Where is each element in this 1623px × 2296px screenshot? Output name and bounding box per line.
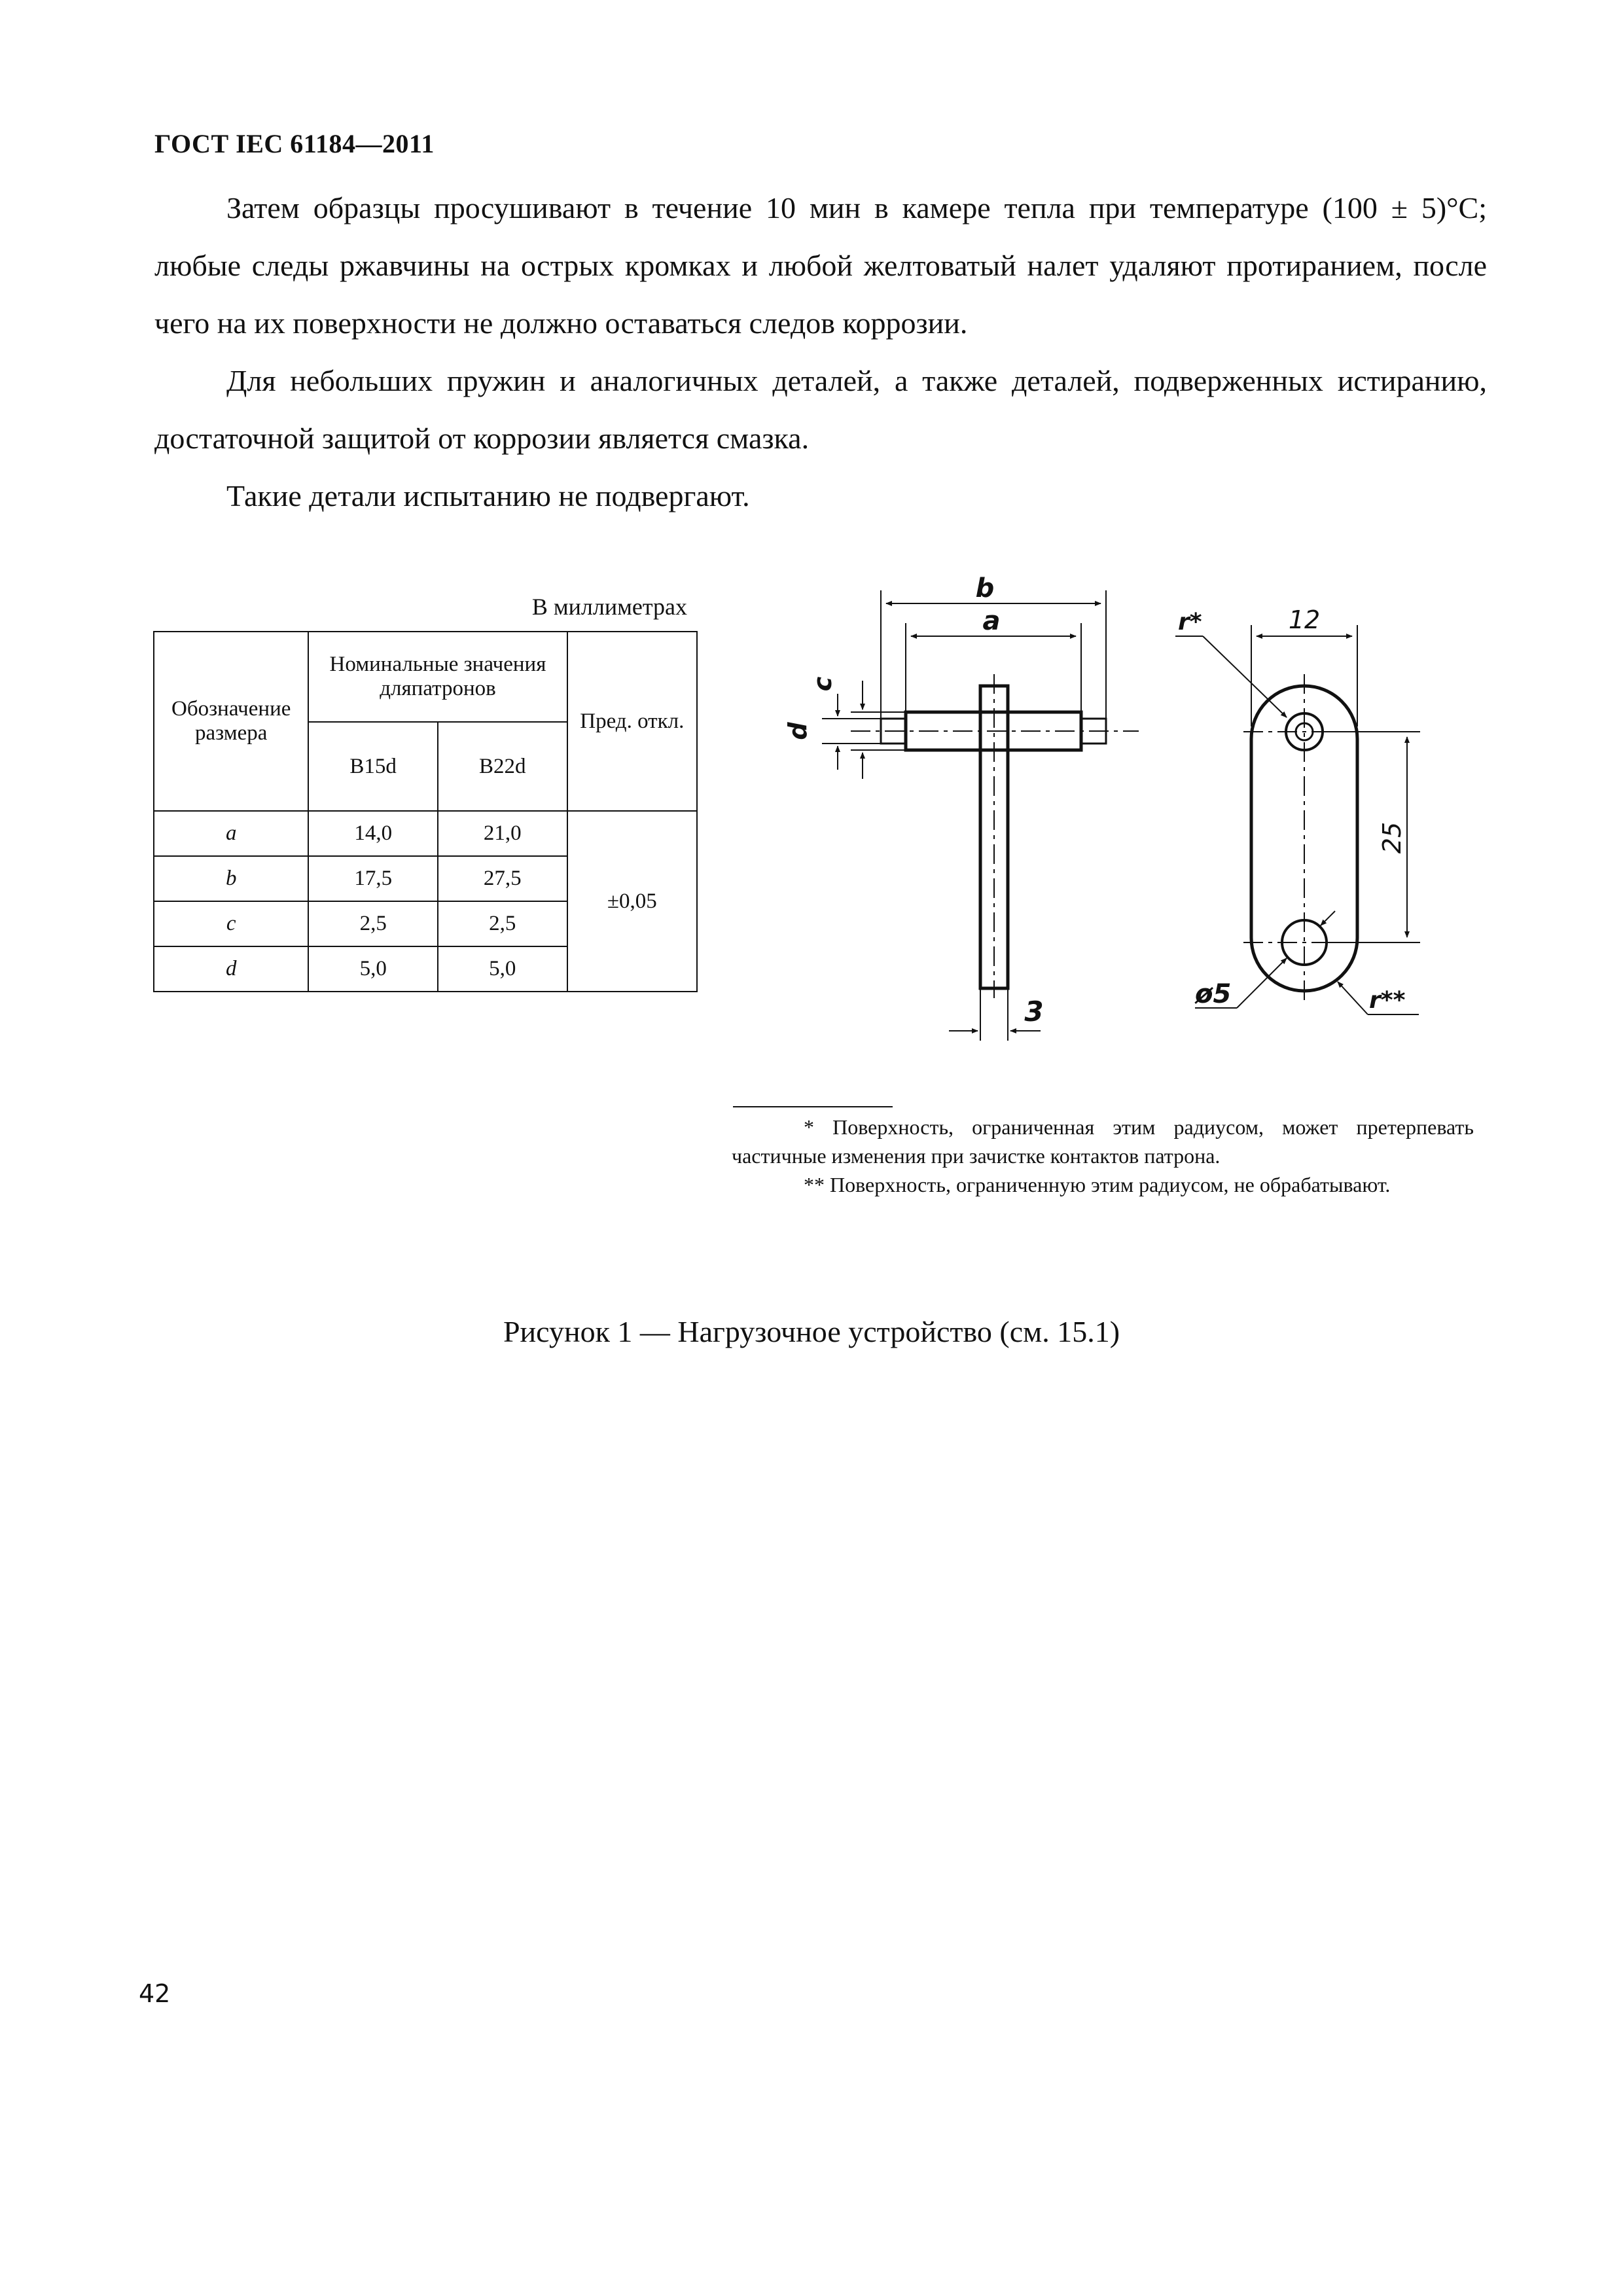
label-a: a	[982, 606, 1001, 636]
page-number: 42	[139, 1979, 171, 2008]
label-25: 25	[1378, 821, 1406, 854]
cell-designation: d	[154, 946, 308, 992]
cell-b15d: 2,5	[308, 901, 438, 946]
footnote-2: ** Поверхность, ограниченную этим радиусом, не обрабатывают.	[804, 1173, 1391, 1196]
label-c: c	[808, 676, 837, 692]
label-b: b	[975, 573, 995, 603]
label-r-starstar: r**	[1369, 987, 1406, 1014]
cell-designation: c	[154, 901, 308, 946]
header-tolerance: Пред. откл.	[567, 632, 697, 811]
header-designation: Обозначение размера	[154, 632, 308, 811]
paragraph-no-test: Такие детали испытанию не подвергают.	[226, 479, 750, 512]
footnote-separator	[733, 1106, 893, 1107]
label-r-star: r*	[1178, 609, 1202, 636]
label-phi5: ø5	[1195, 979, 1232, 1009]
paragraph-lubrication: Для небольших пружин и аналогичных деталей, а также деталей, подверженных истиранию, достаточной защитой от коррозии является смазка.	[154, 364, 1487, 455]
cell-designation: a	[154, 811, 308, 856]
header-b15d: B15d	[308, 722, 438, 811]
label-3: 3	[1024, 996, 1044, 1028]
load-device-drawing	[0, 0, 1623, 1113]
cell-b22d: 27,5	[438, 856, 567, 901]
cell-b15d: 17,5	[308, 856, 438, 901]
cell-b15d: 5,0	[308, 946, 438, 992]
header-nominal: Номинальные значения дляпатронов	[308, 632, 567, 722]
cell-b15d: 14,0	[308, 811, 438, 856]
document-header: ГОСТ IEC 61184—2011	[154, 129, 435, 158]
units-note: В миллиметрах	[531, 594, 687, 620]
paragraph-drying: Затем образцы просушивают в течение 10 мин в камере тепла при температуре (100 ± 5)°С; любые следы ржавчины на острых кромках и любой желтоватый налет удаляют протиранием, после чего на их поверхности не должно оставаться следов коррозии.	[154, 191, 1487, 340]
cell-b22d: 5,0	[438, 946, 567, 992]
figure-caption: Рисунок 1 — Нагрузочное устройство (см. 15.1)	[503, 1315, 1120, 1348]
footnote-1: * Поверхность, ограниченная этим радиусом, может претерпевать частичные изменения при зачистке контактов патрона.	[732, 1115, 1474, 1168]
label-d: d	[783, 722, 812, 740]
cell-b22d: 2,5	[438, 901, 567, 946]
cell-tolerance: ±0,05	[567, 811, 697, 992]
cell-b22d: 21,0	[438, 811, 567, 856]
header-b22d: B22d	[438, 722, 567, 811]
label-12: 12	[1288, 605, 1321, 634]
cell-designation: b	[154, 856, 308, 901]
